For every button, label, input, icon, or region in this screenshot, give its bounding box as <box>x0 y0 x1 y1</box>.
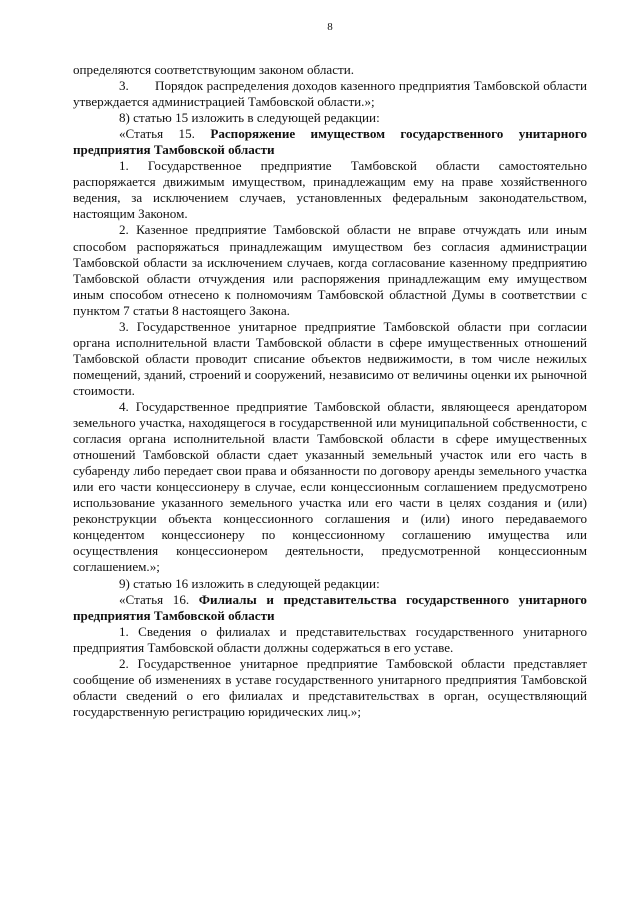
paragraph-item-3: 3. Порядок распределения доходов казенного предприятия Тамбовской области утверждается администрацией Тамбовской области.»; <box>73 78 587 110</box>
page-number: 8 <box>327 21 333 33</box>
document-page <box>73 20 587 720</box>
article-15-item-4: 4. Государственное предприятие Тамбовской области, являющееся арендатором земельного участка, находящегося в государственной или муниципальной собственности, с согласия органа исполнительной власти Тамбовской области в сфере имущественных отношений Тамбовской области сдает указанный земельный участок или его часть в субаренду либо передает свои права и обязанности по договору аренды земельного участка или его части концессионеру в случае, если концессионным соглашением предусмотрено использование указанного земельного участка или его части в целях создания и (или) реконструкции объекта концессионного соглашения и (или) иного передаваемого концедентом концессионеру по концессионному соглашению имущества или осуществления концессионером деятельности, предусмотренной концессионным соглашением.»; <box>73 398 587 575</box>
paragraph-amendment-8: 8) статью 15 изложить в следующей редакции: <box>119 110 380 126</box>
paragraph-continuation: определяются соответствующим законом области. <box>73 62 355 77</box>
article-15-heading <box>73 126 587 158</box>
article-16-item-1: 1. Сведения о филиалах и представительствах государственного унитарного предприятия Тамбовской области должны содержаться в его уставе. <box>73 623 587 655</box>
article-16-prefix: «Статья 16. <box>119 591 190 607</box>
article-16-heading <box>73 592 587 624</box>
article-15-item-1: 1. Государственное предприятие Тамбовской области самостоятельно распоряжается движимым имуществом, принадлежащим ему на праве хозяйственного ведения, за исключением случаев, установленных федеральным законодательством, настоящим Законом. <box>73 158 587 222</box>
article-15-title: Распоряжение имуществом государственного унитарного предприятия Тамбовской области <box>73 126 588 158</box>
article-15-item-2: 2. Казенное предприятие Тамбовской области не вправе отчуждать или иным способом распоряжаться принадлежащим имуществом без согласия администрации Тамбовской области за исключением случаев, когда согласование казенному предприятию Тамбовской области отчуждения или распоряжения принадлежащим ему имуществом иным способом отнесено к полномочиям Тамбовской областной Думы в соответствии с пунктом 7 статьи 8 настоящего Закона. <box>73 222 587 318</box>
article-15-prefix: «Статья 15. <box>119 126 195 142</box>
article-15-item-3: 3. Государственное унитарное предприятие Тамбовской области при согласии органа исполнительной власти Тамбовской области в сфере имущественных отношений Тамбовской области проводит списание объектов недвижимости, в том числе нежилых помещений, зданий, строений и сооружений, независимо от величины оценки их рыночной стоимости. <box>73 318 587 398</box>
article-16-title: Филиалы и представительства государственного унитарного предприятия Тамбовской области <box>73 591 587 623</box>
article-16-item-2: 2. Государственное унитарное предприятие Тамбовской области представляет сообщение об изменениях в уставе государственного унитарного предприятия Тамбовской области сведений о его филиалах и представительствах в орган, осуществляющий государственную регистрацию юридических лиц.»; <box>73 655 587 719</box>
paragraph-amendment-9: 9) статью 16 изложить в следующей редакции: <box>119 575 380 591</box>
